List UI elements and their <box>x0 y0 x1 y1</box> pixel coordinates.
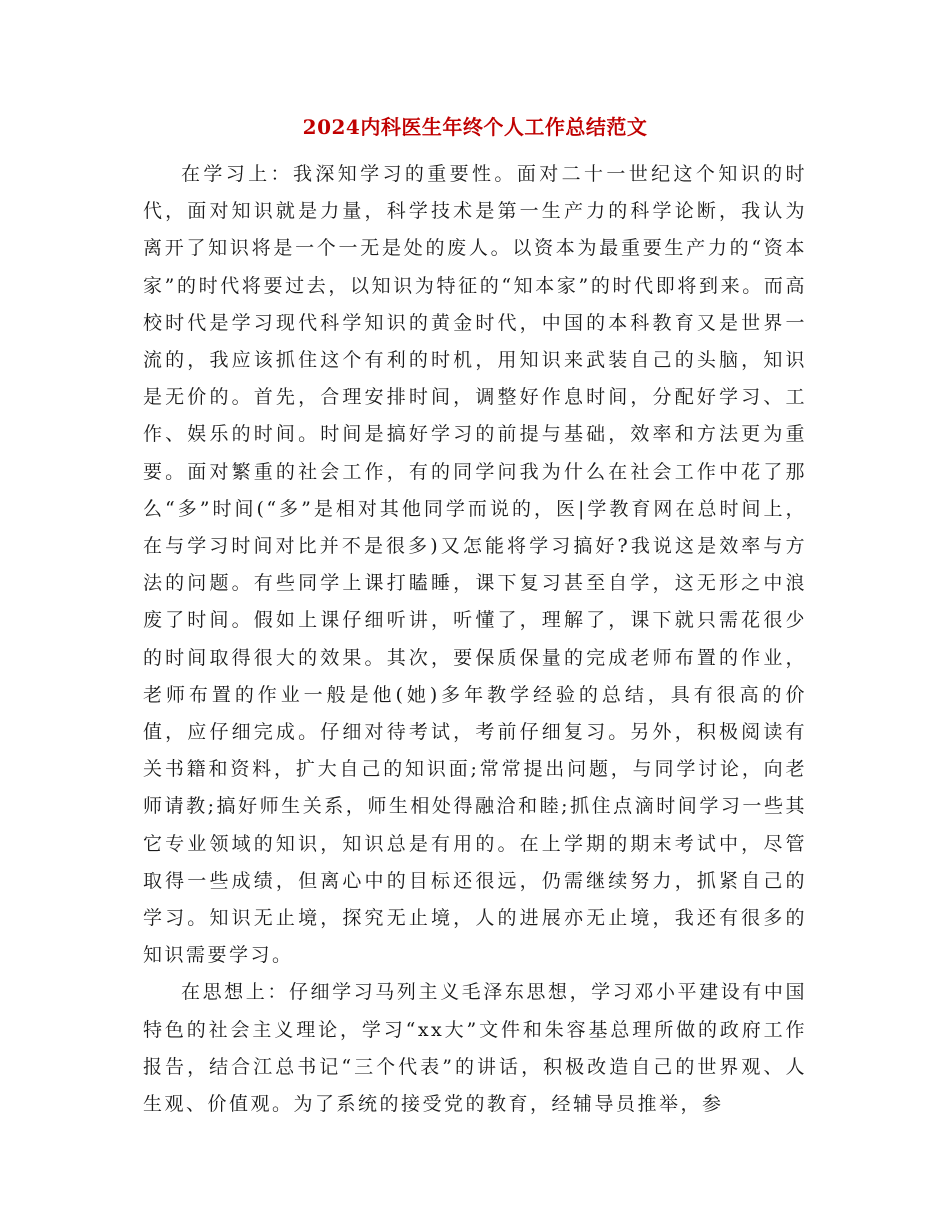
document-body <box>143 156 807 1123</box>
paragraph-study: 在学习上：我深知学习的重要性。面对二十一世纪这个知识的时代，面对知识就是力量，科学技术是第一生产力的科学论断，我认为离开了知识将是一个一无是处的废人。以资本为最重要生产力的“资本家”的时代将要过去，以知识为特征的“知本家”的时代即将到来。而高校时代是学习现代科学知识的黄金时代，中国的本科教育又是世界一流的，我应该抓住这个有利的时机，用知识来武装自己的头脑，知识是无价的。首先，合理安排时间，调整好作息时间，分配好学习、工作、娱乐的时间。时间是搞好学习的前提与基础，效率和方法更为重要。面对繁重的社会工作，有的同学问我为什么在社会工作中花了那么“多”时间(“多”是相对其他同学而说的，医|学教育网在总时间上，在与学习时间对比并不是很多)又怎能将学习搞好?我说这是效率与方法的问题。有些同学上课打瞌睡，课下复习甚至自学，这无形之中浪废了时间。假如上课仔细听讲，听懂了，理解了，课下就只需花很少的时间取得很大的效果。其次，要保质保量的完成老师布置的作业，老师布置的作业一般是他(她)多年教学经验的总结，具有很高的价值，应仔细完成。仔细对待考试，考前仔细复习。另外，积极阅读有关书籍和资料，扩大自己的知识面;常常提出问题，与同学讨论，向老师请教;搞好师生关系，师生相处得融洽和睦;抓住点滴时间学习一些其它专业领域的知识，知识总是有用的。在上学期的期末考试中，尽管取得一些成绩，但离心中的目标还很远，仍需继续努力，抓紧自己的学习。知识无止境，探究无止境，人的进展亦无止境，我还有很多的知识需要学习。 <box>143 163 807 967</box>
paragraph-ideology: 在思想上：仔细学习马列主义毛泽东思想，学习邓小平建设有中国特色的社会主义理论，学习“xx大”文件和朱容基总理所做的政府工作报告，结合江总书记“三个代表”的讲话，积极改造自己的世界观、人生观、价值观。为了系统的接受党的教育，经辅导员推举，参 <box>143 981 807 1116</box>
document-title: 2024内科医生年终个人工作总结范文 <box>302 115 648 139</box>
